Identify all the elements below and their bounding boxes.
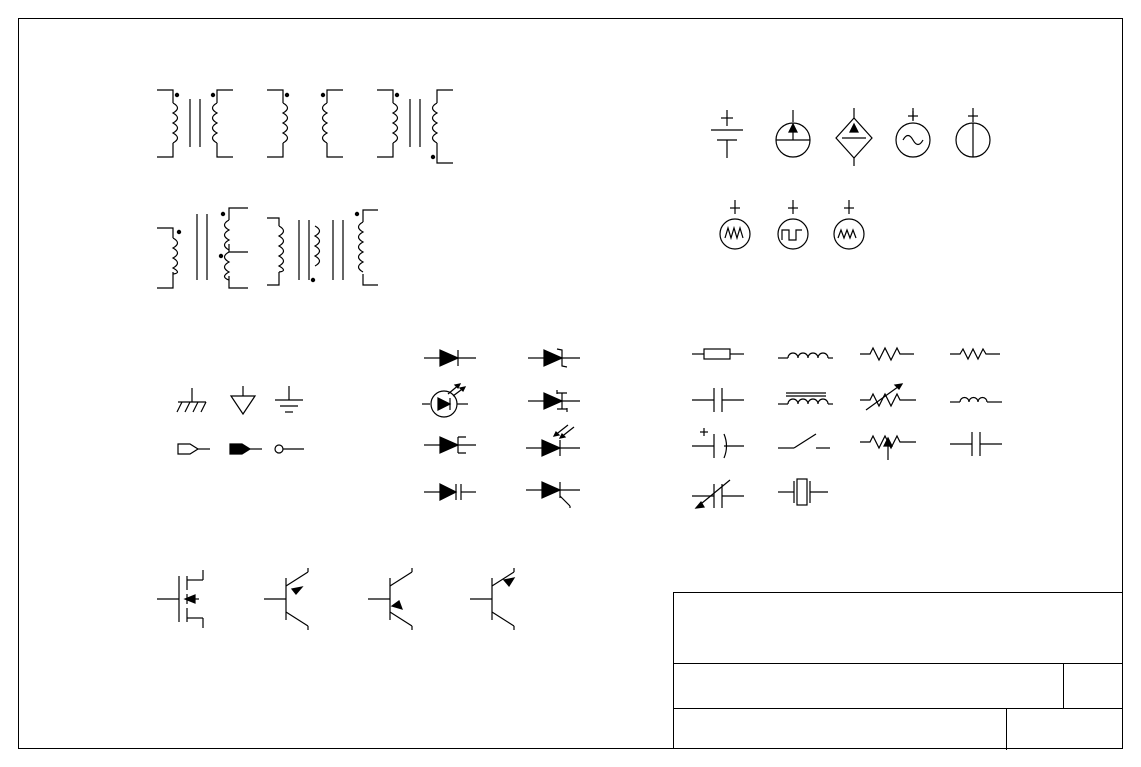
potentiometer-variable-resistor[interactable] (858, 380, 920, 414)
schottky-diode[interactable] (526, 388, 582, 414)
transformer-multi-winding-tapped[interactable] (265, 200, 380, 295)
transformer-air-core[interactable] (265, 85, 345, 165)
title-block-divider-right-bottom (1006, 708, 1007, 750)
varactor-diode[interactable] (422, 480, 478, 504)
tunnel-diode[interactable] (422, 432, 478, 458)
current-source-arrow[interactable] (770, 110, 816, 166)
ac-voltage-source[interactable] (890, 108, 936, 168)
diode-rectifier[interactable] (422, 346, 478, 370)
resistor-zigzag-small[interactable] (948, 344, 1002, 364)
capacitor-polarized[interactable] (690, 430, 746, 460)
transistor-npn-bipolar[interactable] (366, 566, 430, 632)
inductor-iron-core[interactable] (776, 384, 834, 410)
title-block (673, 592, 1123, 749)
capacitor-nonpolar[interactable] (690, 386, 746, 414)
rheostat-adjustable-resistor[interactable] (858, 430, 920, 462)
transistor-jfet[interactable] (468, 566, 532, 632)
voltage-source-plain[interactable] (950, 108, 996, 168)
noise-source-generator[interactable] (712, 200, 758, 256)
switch-spst[interactable] (776, 430, 832, 456)
resistor-zigzag[interactable] (858, 344, 916, 364)
terminal-circle-node[interactable] (272, 440, 308, 458)
transformer-iron-core-variant[interactable] (375, 85, 455, 170)
sawtooth-source-generator[interactable] (826, 200, 872, 256)
capacitor-plain[interactable] (948, 430, 1004, 458)
chassis-ground[interactable] (172, 388, 212, 420)
terminal-flag-open[interactable] (174, 440, 210, 458)
inductor-coil[interactable] (776, 342, 834, 364)
pulse-source-generator[interactable] (770, 200, 816, 256)
zener-diode[interactable] (526, 346, 582, 370)
resistor-box[interactable] (690, 344, 746, 364)
signal-ground-arrow[interactable] (226, 386, 260, 420)
transformer-iron-core-dot-dot[interactable] (155, 85, 235, 165)
battery-cell-source[interactable] (705, 108, 749, 166)
transformer-three-winding[interactable] (155, 200, 250, 295)
transistor-nmos-enhancement[interactable] (155, 566, 219, 632)
diamond-source[interactable] (830, 108, 878, 168)
title-block-row-divider-2 (674, 708, 1122, 709)
transistor-pnp-bipolar[interactable] (262, 566, 326, 632)
capacitor-variable[interactable] (688, 476, 746, 514)
inductor-coil-small[interactable] (948, 386, 1004, 408)
earth-ground[interactable] (272, 386, 306, 420)
terminal-flag-filled[interactable] (226, 440, 262, 458)
led-light-emitting-diode[interactable] (420, 380, 480, 418)
thyristor-scr[interactable] (524, 474, 582, 508)
crystal-resonator[interactable] (776, 476, 832, 508)
title-block-row-divider-1 (674, 663, 1122, 664)
title-block-divider-right-middle (1063, 663, 1064, 708)
photodiode[interactable] (524, 424, 584, 462)
